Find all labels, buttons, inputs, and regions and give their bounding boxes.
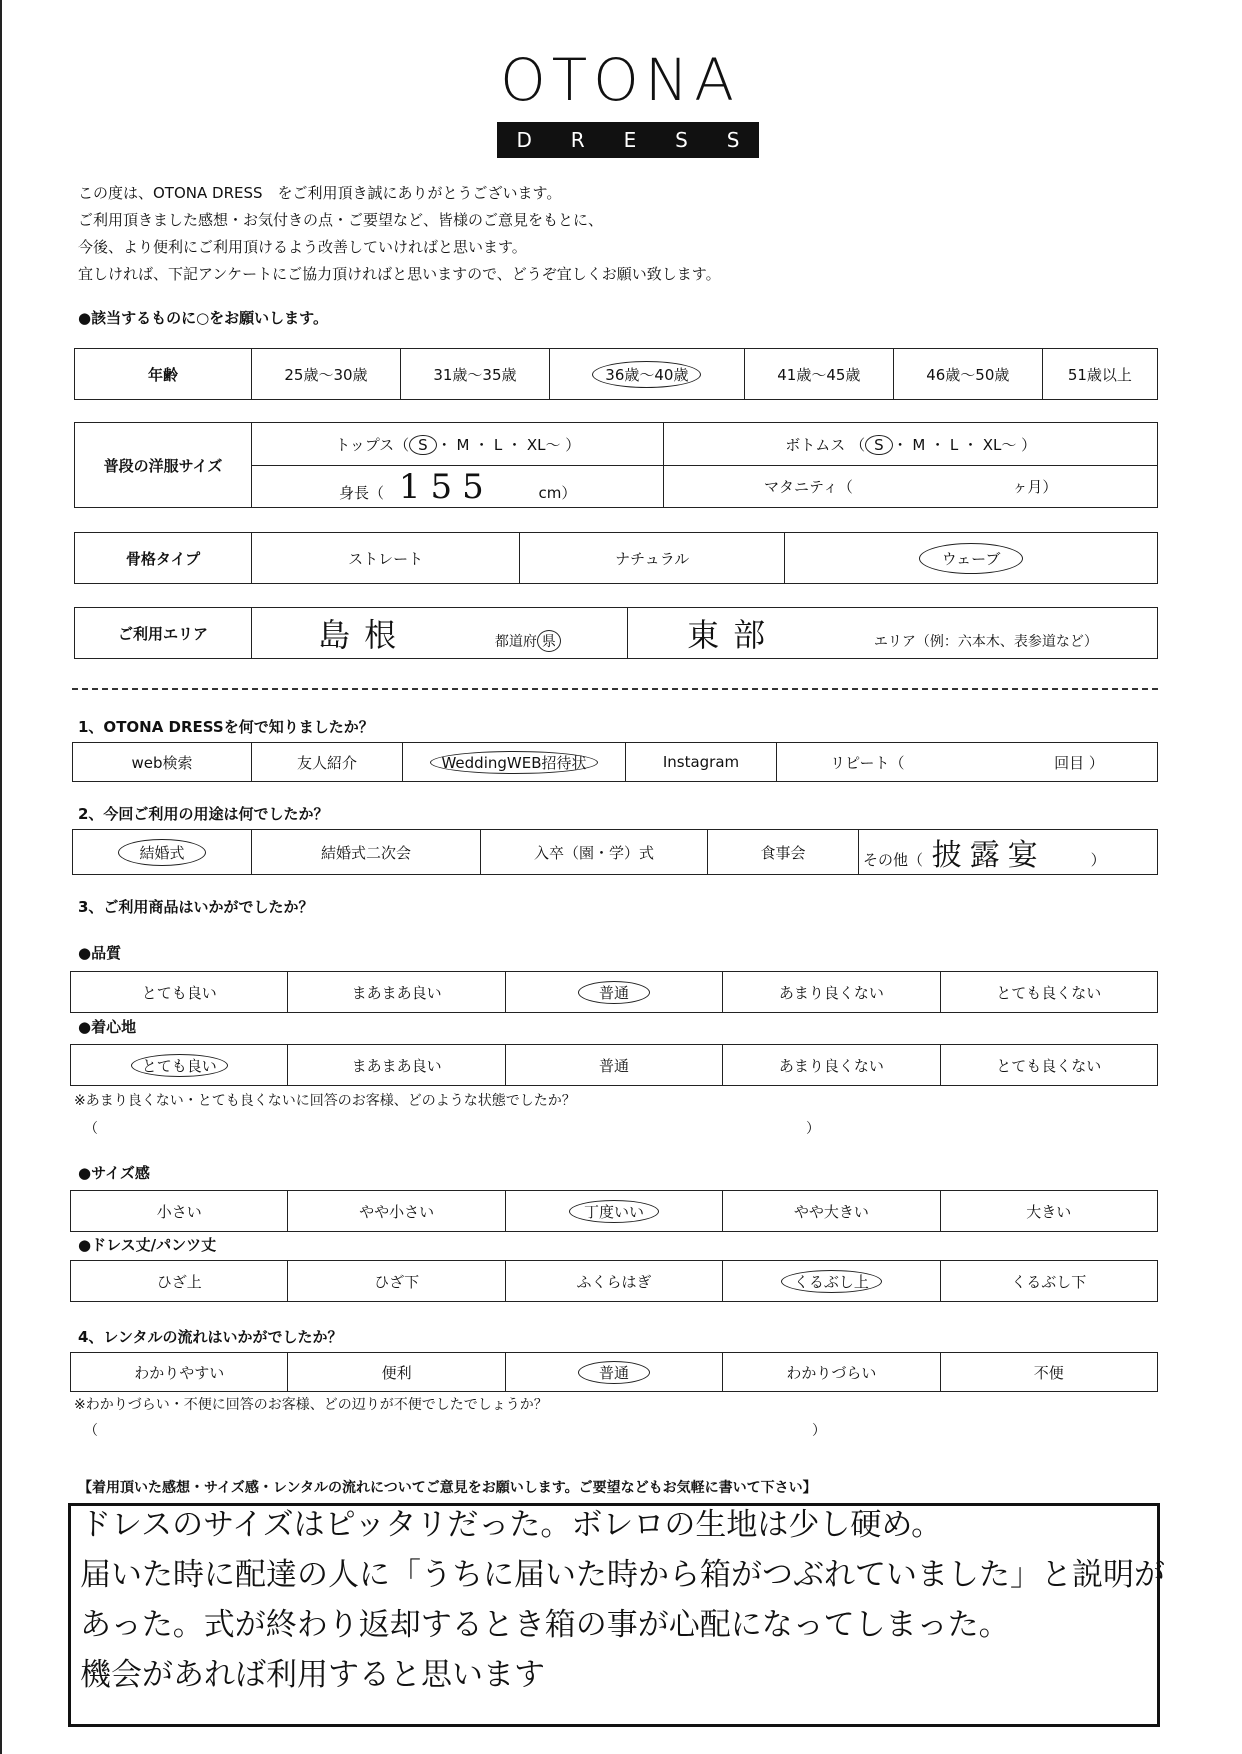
q4-option[interactable]: わかりづらい [723, 1353, 940, 1392]
fit-option[interactable]: 小さい [71, 1191, 288, 1232]
tops-options: ・ M ・ L ・ XL～ ） [436, 435, 581, 454]
q4-option[interactable]: わかりやすい [71, 1353, 288, 1392]
comfort-option-selected[interactable]: とても良い [71, 1045, 288, 1086]
comfort-option[interactable]: まあまあ良い [288, 1045, 505, 1086]
body-type-option[interactable]: ストレート [252, 533, 520, 584]
bottoms-label: ボトムス （ [785, 435, 866, 454]
quality-option[interactable]: まあまあ良い [288, 972, 505, 1013]
bottoms-selected: S [865, 435, 893, 455]
comfort-table [70, 1044, 1158, 1086]
bottoms-options: ・ M ・ L ・ XL～ ） [892, 435, 1037, 454]
dress-logo-bar [497, 122, 759, 158]
height-label: 身長（ [339, 483, 385, 502]
quality-table [70, 971, 1158, 1013]
fit-option[interactable]: やや小さい [288, 1191, 505, 1232]
intro-line: 今後、より便利にご利用頂けるよう改善していければと思います。 [78, 238, 527, 256]
area-field[interactable] [628, 608, 1158, 659]
quality-option[interactable]: あまり良くない [723, 972, 940, 1013]
comfort-option[interactable]: あまり良くない [723, 1045, 940, 1086]
section-divider [72, 688, 1158, 690]
q2-option[interactable]: 入卒（園・学）式 [481, 830, 708, 875]
age-option[interactable]: 41歳～45歳 [744, 349, 893, 400]
intro-line: 宜しければ、下記アンケートにご協力頂ければと思いますので、どうぞ宜しくお願い致します。 [78, 265, 721, 283]
length-label: ●ドレス丈/パンツ丈 [78, 1236, 217, 1254]
tops-selected: S [409, 435, 437, 455]
length-option[interactable]: ひざ下 [288, 1261, 505, 1302]
length-option[interactable]: くるぶし下 [940, 1261, 1157, 1302]
comfort-paren-close: ） [806, 1121, 820, 1137]
prefecture-field[interactable] [252, 608, 628, 659]
q4-paren-close: ） [812, 1423, 826, 1439]
fit-label: ●サイズ感 [78, 1164, 150, 1182]
logo-letter: D [516, 128, 532, 152]
q4-option[interactable]: 不便 [940, 1353, 1157, 1392]
q3-title: 3、ご利用商品はいかがでしたか？ [78, 898, 314, 916]
age-option[interactable]: 31歳～35歳 [400, 349, 549, 400]
body-type-option[interactable]: ナチュラル [520, 533, 785, 584]
age-option[interactable]: 51歳以上 [1042, 349, 1157, 400]
body-type-option-selected[interactable]: ウェーブ [785, 533, 1158, 584]
q2-option[interactable]: 食事会 [708, 830, 859, 875]
q4-note: ※わかりづらい・不便に回答のお客様、どの辺りが不便でしたでしょうか？ [74, 1397, 548, 1413]
body-type-table [74, 532, 1158, 584]
length-option-selected[interactable]: くるぶし上 [723, 1261, 940, 1302]
size-table [74, 422, 1158, 508]
prefecture-value: 島根 [318, 616, 411, 654]
logo-letter: E [623, 128, 637, 152]
otona-logo: OTONA [500, 46, 740, 114]
q4-title: 4、レンタルの流れはいかがでしたか？ [78, 1328, 343, 1346]
scan-edge-line [0, 0, 2, 1754]
prefecture-circled: 県 [537, 630, 561, 652]
other-label: その他（ [863, 851, 924, 869]
q1-option-selected[interactable]: WeddingWEB招待状 [403, 743, 626, 782]
other-close: ） [1090, 851, 1106, 869]
height-unit: cm） [538, 483, 577, 502]
length-table [70, 1260, 1158, 1302]
repeat-label: リピート（ [830, 753, 905, 772]
comments-handwriting [80, 1500, 1165, 1700]
repeat-unit: 回目 ） [1054, 753, 1104, 772]
logo-letter: S [726, 128, 740, 152]
fit-table [70, 1190, 1158, 1232]
comfort-label: ●着心地 [78, 1018, 137, 1036]
q2-title: 2、今回ご利用の用途は何でしたか？ [78, 805, 329, 823]
q1-option[interactable]: Instagram [626, 743, 777, 782]
q1-repeat[interactable] [777, 743, 1158, 782]
age-option[interactable]: 25歳～30歳 [252, 349, 401, 400]
intro-line: ご利用頂きました感想・お気付きの点・ご要望など、皆様のご意見をもとに、 [78, 211, 604, 229]
q1-table [72, 742, 1158, 782]
comfort-note: ※あまり良くない・とても良くないに回答のお客様、どのような状態でしたか？ [74, 1093, 576, 1109]
tops-label: トップス（ [335, 435, 410, 454]
q4-paren-open: （ [84, 1423, 98, 1439]
comment-line: 機会があれば利用すると思います [80, 1657, 545, 1693]
q4-option-selected[interactable]: 普通 [505, 1353, 722, 1392]
other-value: 披露宴 [931, 838, 1046, 873]
length-option[interactable]: ひざ上 [71, 1261, 288, 1302]
age-table [74, 348, 1158, 400]
fit-option[interactable]: 大きい [940, 1191, 1157, 1232]
length-option[interactable]: ふくらはぎ [505, 1261, 722, 1302]
age-option[interactable]: 46歳～50歳 [893, 349, 1042, 400]
q1-option[interactable]: 友人紹介 [252, 743, 403, 782]
fit-option[interactable]: やや大きい [723, 1191, 940, 1232]
q2-option[interactable]: 結婚式二次会 [252, 830, 481, 875]
intro-text [78, 180, 721, 288]
area-label: ご利用エリア [75, 608, 252, 659]
tops-size[interactable] [252, 423, 664, 466]
area-example-label: エリア（例：六本木、表参道など） [873, 634, 1098, 650]
comfort-paren-open: （ [84, 1121, 98, 1137]
fit-option-selected[interactable]: 丁度いい [505, 1191, 722, 1232]
q1-title: 1、OTONA DRESSを何で知りましたか？ [78, 718, 374, 736]
comment-line: あった。式が終わり返却するとき箱の事が心配になってしまった。 [80, 1607, 1010, 1643]
q4-table [70, 1352, 1158, 1392]
q1-option[interactable]: web検索 [73, 743, 252, 782]
comment-line: ドレスのサイズはピッタリだった。ボレロの生地は少し硬め。 [80, 1507, 943, 1543]
comfort-option[interactable]: 普通 [505, 1045, 722, 1086]
instruction: ●該当するものに○をお願いします。 [78, 309, 328, 327]
quality-label: ●品質 [78, 944, 122, 962]
bottoms-size[interactable] [664, 423, 1158, 466]
size-label: 普段の洋服サイズ [75, 423, 252, 508]
intro-line: この度は、OTONA DRESS をご利用頂き誠にありがとうございます。 [78, 184, 562, 202]
height-value: 155 [398, 466, 494, 507]
logo-letter: S [675, 128, 688, 152]
quality-option-selected[interactable]: 普通 [505, 972, 722, 1013]
logo-letter: R [570, 128, 585, 152]
quality-option[interactable]: とても良くない [940, 972, 1157, 1013]
quality-option[interactable]: とても良い [71, 972, 288, 1013]
comment-line: 届いた時に配達の人に「うちに届いた時から箱がつぶれていました」と説明が [80, 1557, 1165, 1593]
height-field[interactable] [252, 466, 664, 508]
prefecture-label: 都道府 [494, 634, 537, 650]
age-label: 年齢 [75, 349, 252, 400]
comfort-option[interactable]: とても良くない [940, 1045, 1157, 1086]
q2-table [72, 829, 1158, 875]
maternity-unit: ヶ月） [1012, 478, 1058, 496]
maternity-field[interactable] [664, 466, 1158, 508]
area-value: 東部 [687, 616, 780, 654]
comments-heading: 【着用頂いた感想・サイズ感・レンタルの流れについてご意見をお願いします。ご要望などもお気軽に書いて下さい】 [78, 1480, 817, 1496]
q4-option[interactable]: 便利 [288, 1353, 505, 1392]
maternity-label: マタニティ（ [764, 478, 853, 496]
q2-option-selected[interactable]: 結婚式 [73, 830, 252, 875]
body-type-label: 骨格タイプ [75, 533, 252, 584]
q2-other[interactable] [859, 830, 1158, 875]
age-option-selected[interactable]: 36歳～40歳 [549, 349, 744, 400]
area-table [74, 607, 1158, 659]
